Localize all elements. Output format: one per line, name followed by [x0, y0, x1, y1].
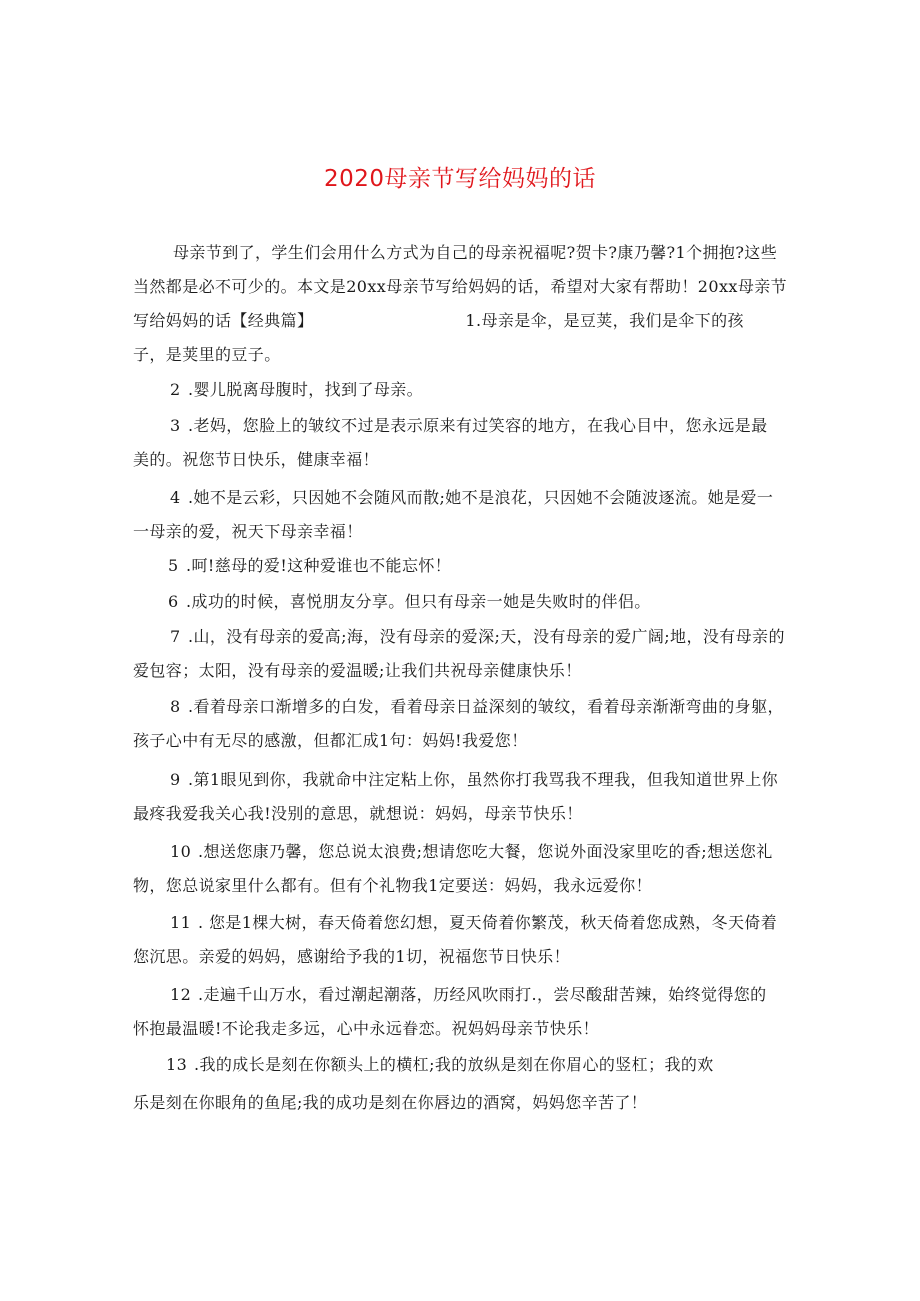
item-text: .我的成长是刻在你额头上的横杠;我的放纵是刻在你眉心的竖杠；我的欢	[194, 1055, 714, 1074]
item-text: 物，您总说家里什么都有。但有个礼物我1定要送：妈妈，我永远爱你！	[133, 876, 652, 895]
item-number: 7	[170, 627, 181, 646]
item-number: 12	[170, 985, 192, 1004]
item-number: 2	[170, 380, 181, 399]
item-text: 乐是刻在你眼角的鱼尾;我的成功是刻在你唇边的酒窝，妈妈您辛苦了！	[133, 1093, 648, 1112]
intro-line-3-right: 1.母亲是伞，是豆荚，我们是伞下的孩	[465, 311, 744, 330]
list-item	[133, 481, 773, 549]
item-number: 8	[170, 697, 181, 716]
item-number: 6	[168, 592, 179, 611]
intro-paragraph	[133, 236, 787, 372]
list-item	[133, 373, 423, 407]
item-text: .婴儿脱离母腹时，找到了母亲。	[188, 380, 424, 399]
item-text: .想送您康乃馨，您总说太浪费;想请您吃大餐，您说外面没家里吃的香;想送您礼	[198, 842, 773, 861]
item-text: .看着母亲口渐增多的白发，看着母亲日益深刻的皱纹，看着母亲渐渐弯曲的身躯，	[188, 697, 784, 716]
list-item	[133, 690, 784, 758]
list-item	[133, 978, 767, 1046]
list-item	[133, 906, 777, 974]
item-text: 一母亲的爱，祝天下母亲幸福！	[133, 522, 363, 541]
intro-line-4: 子，是荚里的豆子。	[133, 345, 281, 364]
list-item	[133, 620, 785, 688]
intro-line-1: 母亲节到了，学生们会用什么方式为自己的母亲祝福呢?贺卡?康乃馨?1个拥抱?这些	[173, 243, 778, 262]
item-text: .山，没有母亲的爱高;海，没有母亲的爱深;天，没有母亲的爱广阔;地，没有母亲的	[188, 627, 785, 646]
item-text: 孩子心中有无尽的感激，但都汇成1句：妈妈!我爱您！	[133, 731, 528, 750]
item-text: .呵!慈母的爱!这种爱谁也不能忘怀！	[186, 556, 452, 575]
item-number: 13	[166, 1055, 188, 1074]
item-number: 10	[170, 842, 192, 861]
item-text: 怀抱最温暖!不论我走多远，心中永远眷恋。祝妈妈母亲节快乐！	[133, 1019, 600, 1038]
item-number: 5	[168, 556, 179, 575]
list-item	[133, 549, 451, 583]
item-text: . 您是1棵大树，春天倚着您幻想，夏天倚着你繁茂，秋天倚着您成熟，冬天倚着	[198, 913, 778, 932]
item-number: 9	[170, 770, 181, 789]
item-number: 3	[170, 416, 181, 435]
item-text: 最疼我爱我关心我!没别的意思，就想说：妈妈，母亲节快乐！	[133, 804, 583, 823]
item-text: 爱包容；太阳，没有母亲的爱温暖;让我们共祝母亲健康快乐！	[133, 661, 582, 680]
list-item	[133, 1048, 714, 1120]
document-title: 2020母亲节写给妈妈的话	[323, 166, 597, 192]
intro-line-2: 当然都是必不可少的。本文是20xx母亲节写给妈妈的话，希望对大家有帮助！20xx母亲节	[133, 277, 788, 296]
list-item	[133, 835, 773, 903]
item-text: .第1眼见到你，我就命中注定粘上你，虽然你打我骂我不理我，但我知道世界上你	[188, 770, 779, 789]
list-item	[133, 409, 768, 477]
list-item	[133, 585, 651, 619]
item-number: 4	[170, 488, 181, 507]
item-text: 您沉思。亲爱的妈妈，感谢给予我的1切，祝福您节日快乐！	[133, 947, 570, 966]
item-text: .成功的时候，喜悦朋友分享。但只有母亲一她是失败时的伴侣。	[186, 592, 651, 611]
item-text: .走遍千山万水，看过潮起潮落，历经风吹雨打.，尝尽酸甜苦辣，始终觉得您的	[198, 985, 767, 1004]
intro-line-3-left: 写给妈妈的话【经典篇】	[133, 311, 314, 330]
item-text: .她不是云彩，只因她不会随风而散;她不是浪花，只因她不会随波逐流。她是爱一	[188, 488, 774, 507]
list-item	[133, 763, 778, 831]
intro-line-3	[133, 304, 787, 338]
item-text: 美的。祝您节日快乐，健康幸福！	[133, 450, 380, 469]
item-text: .老妈，您脸上的皱纹不过是表示原来有过笑容的地方，在我心目中，您永远是最	[188, 416, 768, 435]
item-number: 11	[170, 913, 192, 932]
